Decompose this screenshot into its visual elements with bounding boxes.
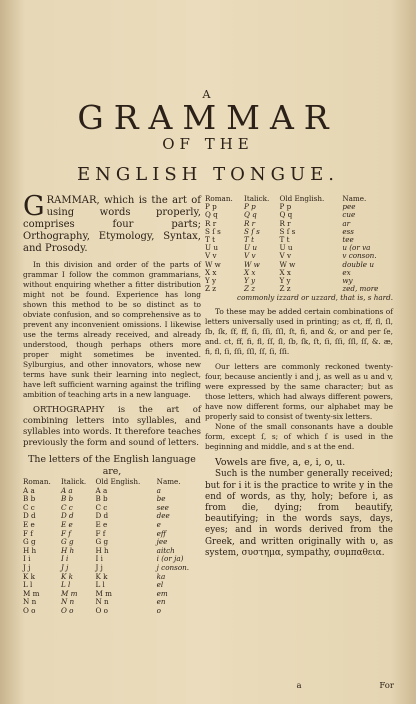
italick-cell: H h: [60, 545, 75, 555]
title-of-the: OF THE: [162, 135, 254, 153]
old-english-cell: C c: [95, 502, 108, 512]
old-english-cell: T t: [279, 235, 290, 245]
table-header-row: [23, 478, 201, 487]
table-row: [23, 607, 201, 616]
italick-cell: A a: [60, 485, 73, 495]
roman-cell: K k: [23, 571, 36, 581]
alphabet-table-left: [23, 478, 201, 616]
italick-cell: Z z: [243, 284, 256, 294]
italick-cell: K k: [60, 571, 73, 581]
italick-cell: R r: [243, 218, 256, 228]
italick-cell: L l: [60, 580, 71, 590]
name-cell: dee: [156, 511, 170, 521]
table-row: [205, 220, 393, 228]
roman-cell: G g: [23, 537, 36, 547]
name-cell: ex: [342, 267, 351, 277]
zed-note: commonly izzard or uzzard, that is, s hard.: [237, 293, 393, 303]
old-english-cell: Z z: [279, 284, 291, 294]
name-cell: en: [156, 597, 166, 607]
old-english-cell: R r: [279, 218, 291, 228]
name-cell: v conson.: [342, 251, 377, 261]
name-cell: em: [156, 588, 168, 598]
title-english-tongue: ENGLISH TONGUE.: [76, 164, 339, 185]
italick-cell: C c: [60, 502, 73, 512]
name-cell: double u: [342, 259, 374, 269]
name-cell: wy: [342, 276, 353, 286]
table-row: [205, 269, 393, 277]
roman-cell: J j: [23, 562, 31, 572]
table-row: [23, 495, 201, 504]
old-english-cell: N n: [95, 597, 109, 607]
name-cell: ess: [342, 226, 354, 236]
roman-cell: R r: [205, 218, 217, 228]
name-cell: e: [156, 519, 161, 529]
table-row: [205, 228, 393, 236]
italick-cell: X x: [243, 267, 256, 277]
name-cell: i (or ja): [156, 554, 184, 564]
name-cell: zed, more: [342, 284, 379, 294]
table-row: [23, 581, 201, 590]
table-row: [23, 573, 201, 582]
roman-cell: S ſ s: [205, 226, 221, 236]
drop-cap: G: [23, 191, 45, 222]
name-cell: el: [156, 580, 164, 590]
italick-cell: M m: [60, 588, 78, 598]
roman-cell: O o: [23, 605, 36, 615]
old-english-cell: S ſ s: [279, 226, 296, 236]
name-cell: eff: [156, 528, 167, 538]
italick-cell: B b: [60, 494, 74, 504]
old-english-cell: E e: [95, 519, 108, 529]
name-cell: jee: [156, 537, 168, 547]
letters-heading: The letters of the English language are,: [28, 454, 196, 477]
header-old-english: Old English.: [95, 477, 141, 486]
italick-cell: D d: [60, 511, 74, 521]
header-name: Name.: [342, 194, 367, 203]
italick-cell: P p: [243, 202, 256, 212]
name-cell: o: [156, 605, 161, 615]
old-english-cell: V v: [279, 251, 292, 261]
italick-cell: I i: [60, 554, 69, 564]
table-row: [23, 564, 201, 573]
roman-cell: N n: [23, 597, 37, 607]
italick-cell: J j: [60, 562, 69, 572]
old-english-cell: H h: [95, 545, 109, 555]
old-english-cell: U u: [279, 243, 293, 253]
name-cell: cue: [342, 210, 356, 220]
old-english-cell: B b: [95, 494, 108, 504]
catchword: For: [379, 681, 394, 691]
name-cell: be: [156, 494, 166, 504]
name-cell: ka: [156, 571, 166, 581]
old-english-cell: M m: [95, 588, 112, 598]
old-english-cell: A a: [95, 485, 108, 495]
table-row: [23, 504, 201, 513]
combinations-paragraph: To these may be added certain combinations of letters universally used in printing; as ct, ff, fl, ſl, ſb, ſk, ſf, ff, ſi, ſſi, ſſl, ſt, fi, and &, or and per ſe, and. ct, ff, fi, fl, ſſ, ſl, ſb, ſk, ſt, ſi, ſſi, ſſl, ſſ, &. æ, fi, fl, ſi, ſſi, ſſl, ſſ, ſi, ſſi.: [205, 307, 393, 357]
table-row: [23, 521, 201, 530]
roman-cell: T t: [205, 235, 215, 245]
table-row: [23, 598, 201, 607]
table-row: [23, 487, 201, 496]
roman-cell: E e: [23, 519, 35, 529]
name-cell: tee: [342, 235, 354, 245]
roman-cell: X x: [205, 267, 217, 277]
name-cell: see: [156, 502, 169, 512]
right-column: [205, 195, 393, 559]
italick-cell: Q q: [243, 210, 257, 220]
roman-cell: Q q: [205, 210, 218, 220]
table-row: [23, 590, 201, 599]
vowels-paragraph: Such is the number generally received; but for i it is the practice to write y in the end of words, as thy, holy; before i, as from die, dying; from beautify, beautifying; in the words says, days, eyes; and in words derived from the Greek, and written originally with υ, as system, συστημα, sympathy, συμπαθεια.: [205, 469, 393, 558]
roman-cell: M m: [23, 588, 40, 598]
name-cell: u (or va: [342, 243, 371, 253]
header-roman: Roman.: [23, 477, 51, 486]
italick-cell: W w: [243, 259, 260, 269]
roman-cell: Z z: [205, 284, 217, 294]
italick-cell: N n: [60, 597, 75, 607]
old-english-cell: O o: [95, 605, 108, 615]
roman-cell: P p: [205, 202, 217, 212]
consonants-paragraph: None of the small consonants have a double form, except ſ, s; of which ſ is used in the beginning and middle, and s at the end.: [205, 422, 393, 452]
italick-cell: V v: [243, 251, 256, 261]
italick-cell: O o: [60, 605, 74, 615]
left-column: [23, 191, 201, 616]
old-english-cell: G g: [95, 537, 109, 547]
roman-cell: W w: [205, 259, 221, 269]
orthography-paragraph: ORTHOGRAPHY is the art of combining letters into syllables, and syllables into words. It therefore teaches previously the form and sound of letters.: [23, 405, 201, 448]
italick-cell: Y y: [243, 276, 256, 286]
header-italick: Italick.: [60, 477, 87, 486]
alphabet-table-right: [205, 195, 393, 293]
old-english-cell: Y y: [279, 276, 291, 286]
old-english-cell: J j: [95, 562, 103, 572]
name-cell: a: [156, 485, 161, 495]
italick-cell: G g: [60, 537, 74, 547]
roman-cell: Y y: [205, 276, 217, 286]
header-italick: Italick.: [243, 194, 270, 203]
header-name: Name.: [156, 477, 181, 486]
table-row: [205, 211, 393, 219]
roman-cell: L l: [23, 580, 33, 590]
table-header-row: [205, 195, 393, 203]
italick-cell: S ſ s: [243, 226, 260, 236]
table-row: [205, 203, 393, 211]
roman-cell: D d: [23, 511, 36, 521]
roman-cell: U u: [205, 243, 218, 253]
roman-cell: B b: [23, 494, 36, 504]
old-english-cell: D d: [95, 511, 109, 521]
opening-text: RAMMAR, which is the art of using words properly, comprises four parts; Orthography, Etymology, Syntax, and Prosody.: [23, 195, 201, 254]
table-row: [205, 285, 393, 293]
old-english-cell: I i: [95, 554, 103, 564]
name-cell: j conson.: [156, 562, 190, 572]
italick-cell: T t: [243, 235, 254, 245]
name-cell: ar: [342, 218, 351, 228]
old-english-cell: Q q: [279, 210, 293, 220]
header-roman: Roman.: [205, 194, 233, 203]
old-english-cell: F f: [95, 528, 106, 538]
title-grammar: GRAMMAR: [77, 98, 339, 137]
letter-count-paragraph: Our letters are commonly reckoned twenty-four, because anciently i and j, as well as u and v, were expressed by the same character; but as those letters, which had always different powers, have now different forms, our alphabet may be properly said to consist of twenty-six letters.: [205, 362, 393, 422]
old-english-cell: X x: [279, 267, 291, 277]
name-cell: aitch: [156, 545, 175, 555]
title-article: A: [202, 88, 214, 101]
vowels-heading: Vowels are five, a, e, i, o, u.: [215, 457, 346, 469]
italick-cell: F f: [60, 528, 71, 538]
old-english-cell: L l: [95, 580, 105, 590]
header-old-english: Old English.: [279, 194, 325, 203]
signature-mark: a: [296, 681, 302, 691]
old-english-cell: P p: [279, 202, 292, 212]
italick-cell: E e: [60, 519, 73, 529]
roman-cell: A a: [23, 485, 35, 495]
opening-paragraph: [23, 191, 201, 255]
name-cell: pee: [342, 202, 356, 212]
roman-cell: C c: [23, 502, 35, 512]
italick-cell: U u: [243, 243, 257, 253]
old-english-cell: K k: [95, 571, 108, 581]
roman-cell: F f: [23, 528, 33, 538]
roman-cell: I i: [23, 554, 31, 564]
division-paragraph: In this division and order of the parts of grammar I follow the common grammarians, without enquiring whether a fitter distribution might not be found. Experience has long shown this method to be so distinct as to obviate confusion, and so comprehensive as to prevent any inconvenient omissions. I likewise use the terms already received, and already understood, though perhaps others more proper might sometimes be invented. Sylburgius, and other innovators, whose new terms have sunk their learning into neglect, have left sufficient warning against the trifling ambition of teaching arts in a new language.: [23, 260, 201, 399]
roman-cell: H h: [23, 545, 37, 555]
old-english-cell: W w: [279, 259, 296, 269]
table-row: [23, 512, 201, 521]
roman-cell: V v: [205, 251, 217, 261]
table-row: [23, 530, 201, 539]
table-row: [205, 261, 393, 269]
